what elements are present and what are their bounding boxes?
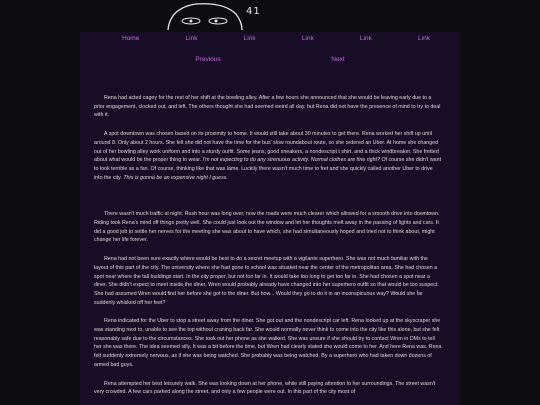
header-art — [0, 0, 540, 32]
paragraph-2-text-b: Of course she didn't want to look terrible as a fan. Of course, thinking like that was lame. Luckily there wasn't much time to fret and she quickly called another Uber to drive into the city. — [94, 157, 442, 181]
nav-bar — [80, 32, 460, 49]
content-panel — [80, 32, 460, 405]
story-text — [80, 70, 460, 397]
nav-link-4[interactable]: Link — [359, 35, 372, 42]
paragraph-6: Rena attempted her best leisurely walk. She was looking down at her phone, while still paying attention to her surroundings. The street wasn't very crowded. A few cars parked along the street, and only a few people were out. In this part of the city most of — [94, 380, 436, 396]
doodle-face-icon — [0, 0, 540, 32]
paragraph-3: There wasn't much traffic at night. Rush hour was long over, now the roads were much clearer which allowed for a smooth drive into downtown. Riding took Rena's mind off things pretty well. She could just look out the window and let her thoughts melt away in the passing of lights and cars. It did a good job to settle her nerves for the meeting she was about to have which, she had simultaneously hoped and tried not to think about, might change her life forever. — [94, 211, 440, 244]
paragraph-2-thought-b: This is gonna be an expensive night I guess. — [123, 174, 228, 181]
paragraph-2-text-a: A spot downtown was chosen based on its proximity to home. It would still take about 30 minutes to get there. Rena worked her shift up until around 8. Only about 2 hours. She felt she did not have the time for the bus' slow roundabout route, so she ordered an Uber. At home she changed out of her bowling alley work uniform and into a sturdy outfit. Some jeans, good sneakers, a nondescript t shirt, and a thick windbreaker. She fretted about what would be the proper thing to wear. — [94, 131, 439, 164]
nav-link-1[interactable]: Link — [185, 35, 198, 42]
nav-link-5[interactable]: Link — [418, 35, 430, 42]
pagination-nav — [80, 49, 460, 70]
next-link[interactable]: Next — [331, 56, 345, 63]
paragraph-5: Rena indicated for the Uber to stop a street away from the diner. She got out and the nondescript car left. Rena looked up at the skyscraper she was standing next to, unable to see the top without craning back far. She would normally never think to come into the city like this alone, but she felt reasonably safe due to the circumstances. She took out her phone as she walked. She was unsure if she should try to contact Wren in DMs to tell her she was there. The idea seemed silly. It was a bit before the time, but Wren had clearly stated she would come to her. And here Rena was. Rena felt suddenly extremely nervous, as if she was being watched. She probably was being watched. By a superhero who had taken down dozens of armed bad guys. — [94, 318, 442, 368]
paragraph-1: Rena had acted cagey for the rest of her shift at the bowling alley. After a few hours she announced that she would be leaving early due to a prior engagement, clocked out, and left. The others thought she had seemed weird all day, but Rena did not have the presence of mind to try to deal with it. — [94, 95, 441, 119]
nav-link-2[interactable]: Link — [243, 35, 256, 42]
signature-text: 41 — [246, 6, 261, 17]
nav-link-3[interactable]: Link — [301, 35, 314, 42]
paragraph-2 — [94, 130, 442, 182]
previous-link[interactable]: Previous — [195, 56, 221, 63]
paragraph-4: Rena had not been sure exactly where would be best to do a secret meetup with a vigilante superhero. She was not much familiar with the layout of this part of the city. The university where she had gone to school was situated near the center of the metropolitan area. She had chosen a spot near where the tall buildings start. In the city proper, but not too far in. It would take too long to get too far in. She had chosen a spot near a diner. She didn't expect to meet inside the diner, Wren would probably already have changed into her superhero outfit so that would be too suspect. She had assumed Wren would find her before she got to the diner. But how... Would they go to do it in an inconspicuous way? Would she be suddenly whisked off her feet? — [94, 256, 439, 306]
paragraph-2-thought-a: I'm not expecting to do any strenuous activity. Normal clothes are fine right? — [202, 157, 380, 164]
nav-home-link[interactable]: Home — [122, 35, 140, 42]
